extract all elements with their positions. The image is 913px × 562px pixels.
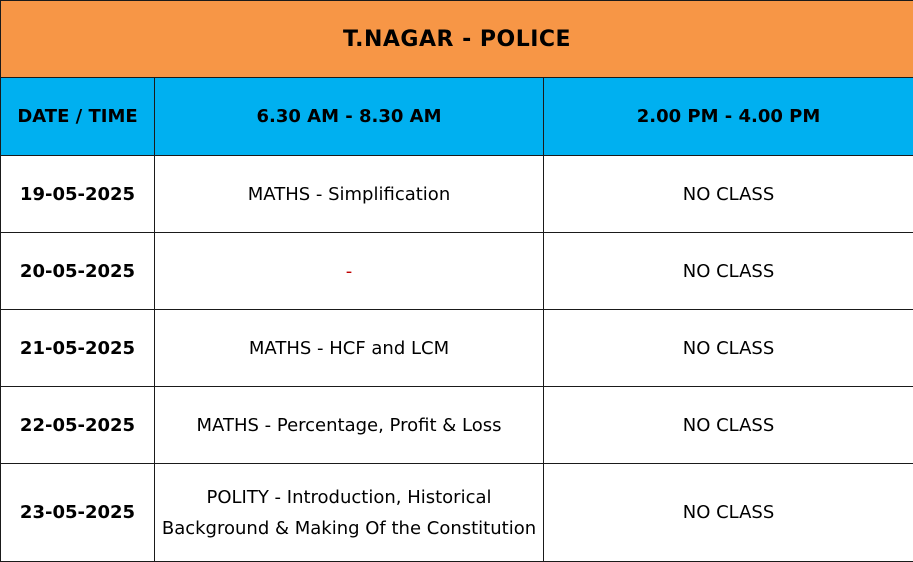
afternoon-cell: NO CLASS <box>544 464 913 562</box>
morning-cell: MATHS - Percentage, Profit & Loss <box>155 387 544 464</box>
date-cell: 20-05-2025 <box>1 233 155 310</box>
table-row <box>1 464 913 562</box>
table-row <box>1 387 913 464</box>
table-row <box>1 310 913 387</box>
date-cell: 23-05-2025 <box>1 464 155 562</box>
header-morning-slot: 6.30 AM - 8.30 AM <box>155 78 544 156</box>
header-afternoon-slot: 2.00 PM - 4.00 PM <box>544 78 913 156</box>
header-date-time: DATE / TIME <box>1 78 155 156</box>
morning-cell: MATHS - HCF and LCM <box>155 310 544 387</box>
date-cell: 22-05-2025 <box>1 387 155 464</box>
morning-cell: MATHS - Simplification <box>155 156 544 233</box>
afternoon-cell: NO CLASS <box>544 156 913 233</box>
table-title: T.NAGAR - POLICE <box>1 1 913 78</box>
date-cell: 21-05-2025 <box>1 310 155 387</box>
title-row <box>1 1 913 78</box>
afternoon-cell: NO CLASS <box>544 310 913 387</box>
morning-cell: POLITY - Introduction, Historical Background & Making Of the Constitution <box>155 464 544 562</box>
afternoon-cell: NO CLASS <box>544 387 913 464</box>
morning-cell: - <box>155 233 544 310</box>
header-row <box>1 78 913 156</box>
afternoon-cell: NO CLASS <box>544 233 913 310</box>
date-cell: 19-05-2025 <box>1 156 155 233</box>
table-row <box>1 156 913 233</box>
table-row <box>1 233 913 310</box>
